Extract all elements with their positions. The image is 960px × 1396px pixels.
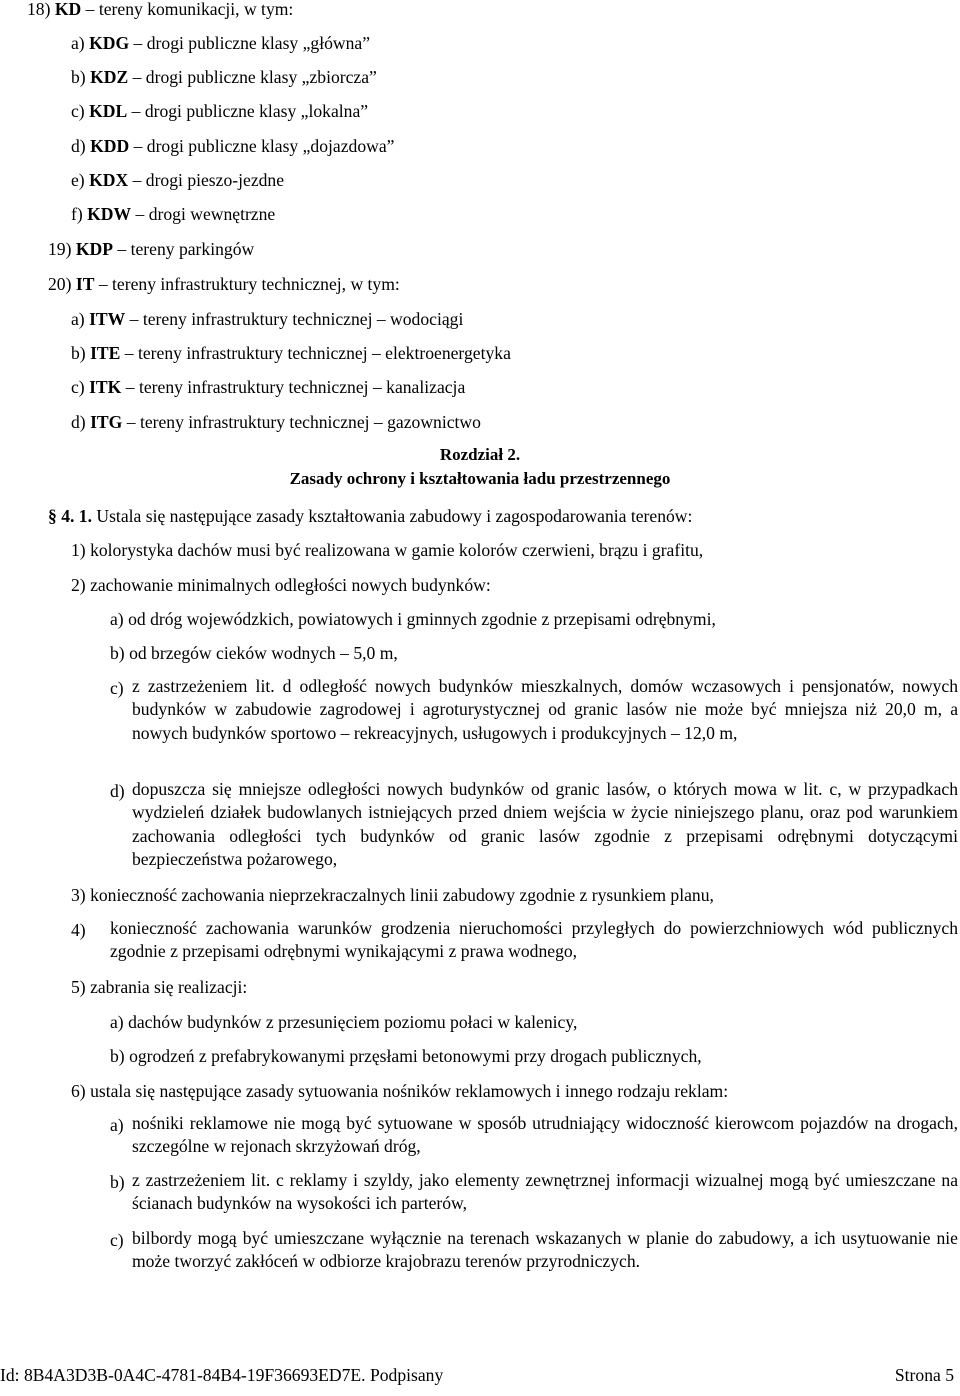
list-item-18a	[71, 32, 370, 54]
list-item-19	[48, 238, 254, 260]
item-code: ITG	[90, 412, 123, 432]
item-text: – drogi wewnętrzne	[131, 204, 276, 224]
point-label: 6)	[71, 1081, 86, 1101]
point-5a	[110, 1011, 577, 1033]
list-item-20	[48, 273, 400, 295]
list-item-20a	[71, 308, 463, 330]
item-code: ITE	[90, 343, 121, 363]
item-code: KDD	[90, 136, 130, 156]
item-code: KDP	[75, 239, 113, 259]
section-paragraph	[48, 505, 692, 527]
document-id: Id: 8B4A3D3B-0A4C-4781-84B4-19F36693ED7E. Podpisany	[0, 1365, 444, 1385]
chapter-number: Rozdział 2.	[439, 445, 521, 464]
list-item-20d	[71, 411, 481, 433]
item-code: ITW	[89, 309, 126, 329]
point-text: dachów budynków z przesunięciem poziomu połaci w kalenicy,	[128, 1012, 578, 1032]
item-text: – tereny infrastruktury technicznej – kanalizacja	[121, 377, 466, 397]
point-6b-label: b)	[110, 1172, 125, 1192]
point-text: konieczność zachowania nieprzekraczalnych linii zabudowy zgodnie z rysunkiem planu,	[90, 885, 714, 905]
item-label: c)	[71, 377, 85, 397]
item-text: – tereny infrastruktury technicznej – wodociągi	[125, 309, 464, 329]
point-4-text: konieczność zachowania warunków grodzenia nieruchomości przyległych do powierzchniowych wód publicznych zgodnie z przepisami odrębnymi wynikającymi z prawa wodnego,	[110, 918, 958, 962]
item-text: – drogi publiczne klasy „lokalna”	[127, 101, 369, 121]
point-5	[71, 976, 247, 998]
point-text: ogrodzeń z prefabrykowanymi przęsłami betonowymi przy drogach publicznych,	[129, 1046, 702, 1066]
item-code: KDZ	[90, 67, 129, 87]
point-text: od brzegów cieków wodnych – 5,0 m,	[129, 643, 398, 663]
point-text: od dróg wojewódzkich, powiatowych i gminnych zgodnie z przepisami odrębnymi,	[128, 609, 716, 629]
point-2c-text: z zastrzeżeniem lit. d odległość nowych budynków mieszkalnych, domów wczasowych i pensjonatów, nowych budynków w zabudowie zagrodowej i agroturystycznej od granic lasów nie może być mniejsza niż 20,0 m, a nowych budynków sportowo – rekreacyjnych, usługowych i produkcyjnych – 12,0 m,	[132, 676, 958, 743]
point-text: zachowanie minimalnych odległości nowych budynków:	[90, 575, 491, 595]
point-2	[71, 574, 491, 596]
point-6b-text: z zastrzeżeniem lit. c reklamy i szyldy, jako elementy zewnętrznej informacji wizualnej mogą być umieszczane na ścianach budynków na wysokości ich parterów,	[132, 1170, 958, 1214]
item-text: – tereny infrastruktury technicznej – gazownictwo	[122, 412, 481, 432]
point-2b	[110, 642, 398, 664]
list-item-18d	[71, 135, 394, 157]
item-text: – drogi publiczne klasy „zbiorcza”	[128, 67, 377, 87]
item-text: – tereny infrastruktury technicznej, w tym:	[94, 274, 400, 294]
item-code: KDG	[89, 33, 130, 53]
list-item-18b	[71, 66, 377, 88]
item-label: b)	[71, 67, 86, 87]
point-6a-text: nośniki reklamowe nie mogą być sytuowane w sposób utrudniający widoczność kierowcom pojazdów na drogach, szczególne w rejonach skrzyżowań dróg,	[132, 1113, 958, 1157]
point-2c-label: c)	[110, 678, 124, 698]
list-item-18e	[71, 169, 284, 191]
item-label: f)	[71, 204, 83, 224]
item-label: a)	[71, 309, 85, 329]
section-number: 1.	[74, 506, 92, 526]
point-6c-label: c)	[110, 1230, 124, 1250]
item-label: e)	[71, 170, 85, 190]
item-label: 20)	[48, 274, 72, 294]
item-code: IT	[75, 274, 95, 294]
page-number: Strona 5	[894, 1365, 954, 1385]
item-code: KDW	[87, 204, 132, 224]
point-text: zabrania się realizacji:	[90, 977, 248, 997]
section-text: Ustala się następujące zasady kształtowania zabudowy i zagospodarowania terenów:	[91, 506, 693, 526]
point-label: 2)	[71, 575, 86, 595]
item-text: – tereny parkingów	[113, 239, 255, 259]
item-label: d)	[71, 136, 86, 156]
item-label: a)	[71, 33, 85, 53]
item-text: – drogi publiczne klasy „główna”	[129, 33, 371, 53]
list-item-20b	[71, 342, 511, 364]
point-text: ustala się następujące zasady sytuowania nośników reklamowych i innego rodzaju reklam:	[90, 1081, 729, 1101]
point-6c-text: bilbordy mogą być umieszczane wyłącznie na terenach wskazanych w planie do zabudowy, a ich usytuowanie nie może tworzyć zakłóceń w odbiorze krajobrazu terenów przyrodniczych.	[132, 1228, 958, 1272]
item-text: – drogi publiczne klasy „dojazdowa”	[129, 136, 395, 156]
item-code: KD	[54, 0, 82, 19]
item-code: KDL	[89, 101, 128, 121]
point-1	[71, 539, 703, 561]
point-label: b)	[110, 643, 125, 663]
item-code: KDX	[89, 170, 129, 190]
point-label: a)	[110, 1012, 124, 1032]
point-label: b)	[110, 1046, 125, 1066]
point-6a-label: a)	[110, 1115, 124, 1135]
point-label: 5)	[71, 977, 86, 997]
chapter-title: Zasady ochrony i kształtowania ładu przestrzennego	[289, 469, 671, 488]
point-5b	[110, 1045, 702, 1067]
item-code: ITK	[89, 377, 122, 397]
list-item-20c	[71, 376, 465, 398]
point-text: kolorystyka dachów musi być realizowana w gamie kolorów czerwieni, brązu i grafitu,	[90, 540, 704, 560]
item-text: – tereny infrastruktury technicznej – elektroenergetyka	[120, 343, 511, 363]
list-item-18f	[71, 203, 275, 225]
item-label: 18)	[27, 0, 51, 19]
point-label: a)	[110, 609, 124, 629]
point-2a	[110, 608, 716, 630]
section-mark: § 4.	[48, 506, 75, 526]
point-2d-label: d)	[110, 781, 125, 801]
item-text: – tereny komunikacji, w tym:	[81, 0, 294, 19]
point-6	[71, 1080, 728, 1102]
point-label: 1)	[71, 540, 86, 560]
item-label: b)	[71, 343, 86, 363]
point-label: 3)	[71, 885, 86, 905]
item-label: d)	[71, 412, 86, 432]
point-3	[71, 884, 714, 906]
item-label: 19)	[48, 239, 72, 259]
list-item-18c	[71, 100, 368, 122]
point-2d-text: dopuszcza się mniejsze odległości nowych budynków od granic lasów, o których mowa w lit. c, w przypadkach wydzieleń działek budowlanych istniejących przed dniem wejścia w życie niniejszego planu, oraz pod warunkiem zachowania odległości tych budynków od granic lasów zgodnie z przepisami odrębnymi dotyczącymi bezpieczeństwa pożarowego,	[132, 779, 958, 869]
point-4-label: 4)	[71, 920, 86, 940]
item-text: – drogi pieszo-jezdne	[128, 170, 285, 190]
item-label: c)	[71, 101, 85, 121]
list-item-18	[27, 0, 293, 20]
